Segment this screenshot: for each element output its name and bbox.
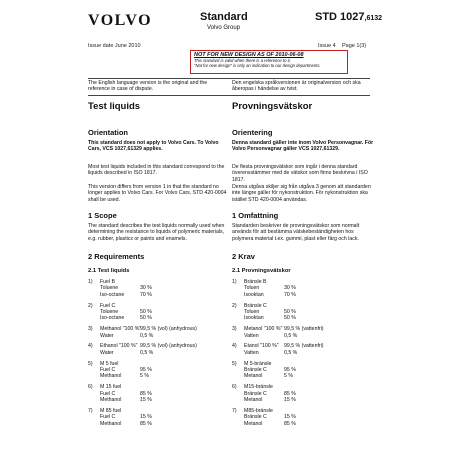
component-percentage: 70 % bbox=[140, 291, 152, 298]
orientation-para-2-en: This version differs from version 1 in that the standard no longer applies to Volvo Cars. For Volvo Cars, STD 420-0004 shall be used. bbox=[88, 184, 227, 203]
item-name: M 5 fuel bbox=[100, 360, 119, 367]
item-number: 5) bbox=[88, 360, 93, 367]
component-name: Iso-octane bbox=[100, 315, 125, 322]
component-name: Toluen bbox=[244, 309, 260, 315]
component-percentage: 70 % bbox=[284, 291, 296, 298]
item-name: M15-bränsle bbox=[244, 384, 273, 391]
requirements-heading-sv: 2 Krav bbox=[232, 252, 255, 261]
item-name: Bränsle C bbox=[244, 302, 267, 309]
scope-para-sv: Standarden beskriver de provningsvätskor som normalt används för att bestämma vätskebeständigheten hos polymera material t.ex. gummi, plast eller färg och lack. bbox=[232, 223, 360, 242]
standard-number: STD 1027,6132 bbox=[315, 11, 383, 23]
component-percentage: 0,5 % bbox=[140, 332, 154, 339]
scope-heading-en: 1 Scope bbox=[88, 211, 117, 220]
item-number: 7) bbox=[232, 407, 237, 414]
component-percentage: 99,5 % (vol) (anhydrous) bbox=[140, 326, 197, 333]
issue-date: Issue date June 2010 bbox=[88, 43, 141, 49]
test-liquids-subheading-en: 2.1 Test liquids bbox=[88, 268, 130, 274]
item-number: 4) bbox=[232, 343, 237, 350]
item-number: 6) bbox=[232, 384, 237, 391]
component-percentage: 50 % bbox=[140, 309, 152, 315]
component-percentage: 85 % bbox=[284, 390, 296, 397]
not-for-new-design-notice bbox=[190, 50, 348, 74]
component-name: Iso-octane bbox=[100, 291, 125, 298]
volvo-logo: VOLVO bbox=[88, 12, 153, 29]
component-name: Metanol bbox=[244, 397, 263, 403]
component-percentage: 95 % bbox=[140, 367, 152, 373]
orientation-heading-sv: Orientering bbox=[232, 128, 273, 137]
scope-heading-sv: 1 Omfattning bbox=[232, 211, 279, 220]
component-percentage: 85 % bbox=[284, 420, 296, 427]
component-name: Fuel C bbox=[100, 414, 116, 421]
item-number: 5) bbox=[232, 360, 237, 367]
issue-number: Issue 4 bbox=[318, 43, 336, 49]
component-percentage: 50 % bbox=[140, 315, 152, 322]
item-number: 1) bbox=[232, 279, 237, 285]
item-number: 2) bbox=[88, 302, 93, 309]
item-name: Fuel C bbox=[100, 302, 116, 309]
component-name: Toluene bbox=[100, 309, 119, 315]
component-percentage: 15 % bbox=[284, 397, 296, 403]
group-label: Volvo Group bbox=[207, 25, 241, 31]
component-percentage: 30 % bbox=[284, 285, 296, 292]
title-sv: Provningsvätskor bbox=[232, 101, 313, 112]
component-name: Ethanol "100 %" bbox=[100, 343, 138, 350]
requirements-heading-en: 2 Requirements bbox=[88, 252, 145, 261]
divider-top bbox=[88, 78, 370, 79]
component-name: Bränsle C bbox=[244, 414, 267, 421]
orientation-para-2-sv: Denna utgåva skiljer sig från utgåva 3 genom att standarden inte längre gäller för nykonstruktion. För nykonstruktion ska istället STD 420-0004 användas. bbox=[232, 184, 371, 203]
lang-note-en: The English language version is the original and the reference in case of dispute. bbox=[88, 80, 208, 93]
component-name: Methanol bbox=[100, 420, 122, 427]
orientation-para-1-sv: De flesta provningsvätskor som ingår i denna standard överensstämmer med de vätskor som finns beskrivna i ISO 1817. bbox=[232, 164, 368, 183]
item-number: 3) bbox=[232, 326, 237, 333]
item-name: Bränsle B bbox=[244, 279, 267, 285]
item-name: M 85 fuel bbox=[100, 407, 122, 414]
component-percentage: 15 % bbox=[284, 414, 296, 421]
component-name: Methanol bbox=[100, 397, 122, 403]
page-number: Page 1(3) bbox=[342, 43, 367, 49]
component-percentage: 15 % bbox=[140, 397, 152, 403]
component-percentage: 85 % bbox=[140, 420, 152, 427]
divider-bottom bbox=[88, 95, 370, 96]
component-percentage: 50 % bbox=[284, 315, 296, 322]
item-name: M 5-bränsle bbox=[244, 360, 272, 367]
item-number: 7) bbox=[88, 407, 93, 414]
component-name: Metanol bbox=[244, 420, 263, 427]
title-en: Test liquids bbox=[88, 101, 141, 112]
component-percentage: 85 % bbox=[140, 390, 152, 397]
notice-line-2: "Not for new design" is only an indication to our design departments. bbox=[194, 63, 321, 68]
orientation-notice-sv: Denna standard gäller inte inom Volvo Personvagnar. För Volvo Personvagnar gäller VCS 1027,61329. bbox=[232, 140, 374, 153]
item-number: 4) bbox=[88, 343, 93, 350]
component-percentage: 50 % bbox=[284, 309, 296, 315]
component-name: Fuel C bbox=[100, 367, 116, 373]
component-percentage: 99,5 % (vol) (anhydrous) bbox=[140, 343, 197, 350]
component-name: Etanol "100 %" bbox=[244, 343, 279, 350]
item-number: 2) bbox=[232, 302, 237, 309]
component-name: Toluene bbox=[100, 285, 119, 292]
notice-line-1: This standard is valid when there is a reference to it. bbox=[194, 58, 291, 63]
component-name: Water bbox=[100, 349, 114, 356]
component-percentage: 0,5 % bbox=[284, 332, 298, 339]
scope-para-en: The standard describes the test liquids normally used when determining the resistance to liquids of polymeric materials, e.g. rubber, plastics or paints and enamels. bbox=[88, 223, 225, 242]
component-percentage: 5 % bbox=[140, 373, 149, 380]
orientation-heading-en: Orientation bbox=[88, 128, 129, 137]
component-percentage: 30 % bbox=[140, 285, 152, 292]
component-name: Toluen bbox=[244, 285, 260, 292]
item-name: M85-bränsle bbox=[244, 407, 273, 414]
orientation-notice-en: This standard does not apply to Volvo Cars. To Volvo Cars, VCS 1027,61329 applies. bbox=[88, 140, 219, 153]
lang-note-sv: Den engelska språkversionen är originalversion och ska åberopas i händelse av tvist. bbox=[232, 80, 361, 93]
component-name: Bränsle C bbox=[244, 367, 267, 373]
standard-label: Standard bbox=[200, 11, 248, 23]
component-percentage: 0,5 % bbox=[284, 349, 298, 356]
component-name: Bränsle C bbox=[244, 390, 267, 397]
component-percentage: 99,5 % (vattenfri) bbox=[284, 326, 324, 333]
component-name: Vatten bbox=[244, 349, 259, 356]
item-name: M 15 fuel bbox=[100, 384, 122, 391]
component-name: Vatten bbox=[244, 332, 259, 339]
component-percentage: 15 % bbox=[140, 414, 152, 421]
component-percentage: 5 % bbox=[284, 373, 293, 380]
component-percentage: 99,5 % (vattenfri) bbox=[284, 343, 324, 350]
component-name: Isooktan bbox=[244, 291, 264, 298]
component-percentage: 95 % bbox=[284, 367, 296, 373]
orientation-para-1-en: Most test liquids included in this standard correspond to the liquids described in ISO 1817. bbox=[88, 164, 225, 177]
test-liquids-subheading-sv: 2.1 Provningsvätskor bbox=[232, 268, 291, 274]
item-number: 6) bbox=[88, 384, 93, 391]
item-name: Fuel B bbox=[100, 279, 115, 285]
component-name: Methanol "100 %" bbox=[100, 326, 142, 333]
component-name: Water bbox=[100, 332, 114, 339]
item-number: 1) bbox=[88, 279, 93, 285]
notice-title: NOT FOR NEW DESIGN AS OF 2010-06-08 bbox=[194, 52, 304, 58]
component-name: Metanol "100 %" bbox=[244, 326, 283, 333]
component-name: Methanol bbox=[100, 373, 122, 380]
component-name: Isooktan bbox=[244, 315, 264, 322]
component-name: Fuel C bbox=[100, 390, 116, 397]
component-name: Metanol bbox=[244, 373, 263, 380]
item-number: 3) bbox=[88, 326, 93, 333]
component-percentage: 0,5 % bbox=[140, 349, 154, 356]
